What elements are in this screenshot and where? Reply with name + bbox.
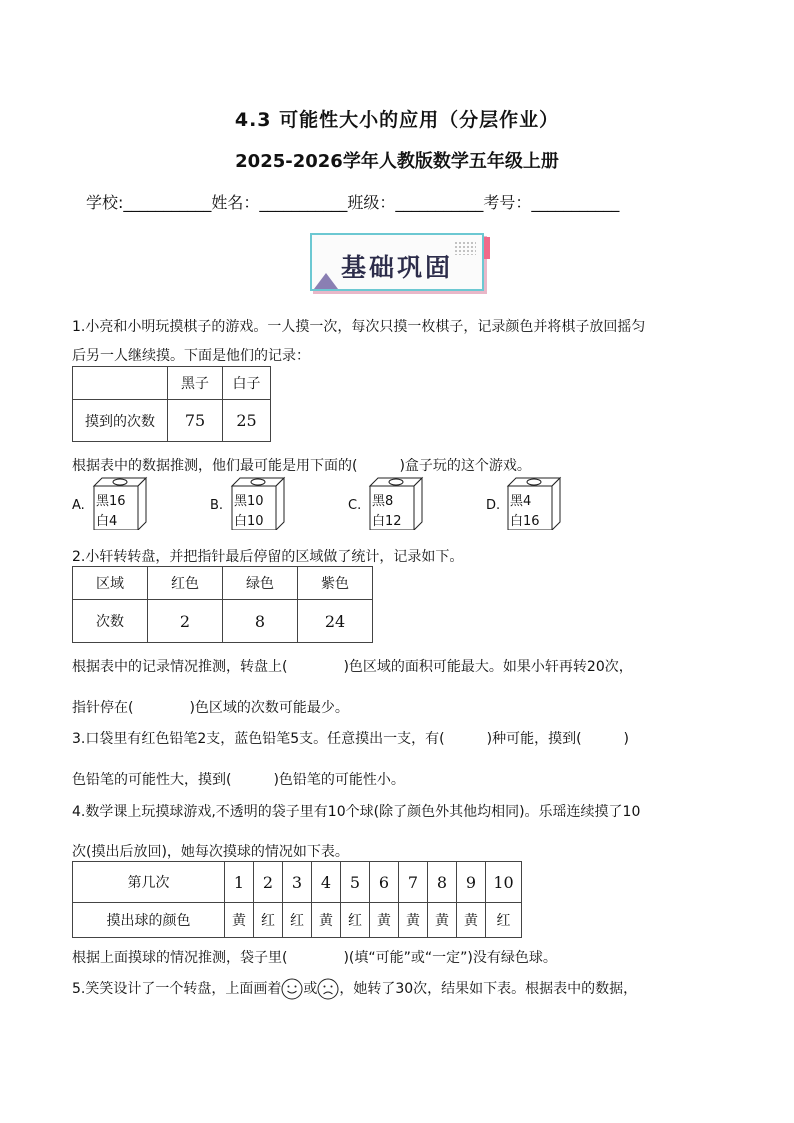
q4-table-trial: 5 — [341, 862, 370, 903]
q4-table-color: 红 — [283, 903, 312, 938]
q1-table-header-white: 白子 — [223, 367, 271, 400]
q1-table-value-black: 75 — [168, 400, 223, 442]
q4-table-color: 黄 — [457, 903, 486, 938]
q1-line1: 1.小亮和小明玩摸棋子的游戏。一人摸一次，每次只摸一枚棋子，记录颜色并将棋子放回摇匀 — [72, 319, 646, 335]
q2-table-value-red: 2 — [148, 600, 223, 643]
q4-table-color: 黄 — [399, 903, 428, 938]
q4-table-color: 黄 — [370, 903, 399, 938]
q1-table-corner — [73, 367, 168, 400]
q1-option-a-white: 白4 — [96, 514, 118, 529]
q4-table-trial: 2 — [254, 862, 283, 903]
q3-line1: 3.口袋里有红色铅笔2支，蓝色铅笔5支。任意摸出一支，有( )种可能，摸到( ) — [72, 731, 630, 747]
q2-table-header-green: 绿色 — [223, 567, 298, 600]
q5-middle: 或 — [303, 981, 318, 997]
q1-option-c-white: 白12 — [372, 514, 402, 529]
q4-table-row2-label: 摸出球的颜色 — [73, 903, 225, 938]
q2-table-header-purple: 紫色 — [298, 567, 373, 600]
smiley-face-icon — [281, 978, 303, 1000]
q4-table-trial: 8 — [428, 862, 457, 903]
q4-line2: 次(摸出后放回)，她每次摸球的情况如下表。 — [72, 844, 349, 860]
q2-table-value-green: 8 — [223, 600, 298, 643]
q2-table — [72, 566, 373, 643]
q2-table-row-label: 次数 — [73, 600, 148, 643]
q4-table-trial: 4 — [312, 862, 341, 903]
q4-table-color: 黄 — [312, 903, 341, 938]
q4-table-color: 红 — [341, 903, 370, 938]
q4-table-trial: 10 — [486, 862, 522, 903]
q5-suffix: ，她转了30次，结果如下表。根据表中的数据， — [339, 981, 638, 997]
q4-table-trial: 9 — [457, 862, 486, 903]
student-info-line: 学校:___________姓名：___________班级：___________考号：___________ — [86, 193, 620, 212]
q4-table-color: 红 — [486, 903, 522, 938]
q4-table-trial: 3 — [283, 862, 312, 903]
banner-text: 基础巩固 — [340, 253, 453, 282]
q1-question: 根据表中的数据推测，他们最可能是用下面的( )盒子玩的这个游戏。 — [72, 458, 531, 474]
q4-table-color: 黄 — [428, 903, 457, 938]
q5-prefix: 5.笑笑设计了一个转盘，上面画着 — [72, 981, 282, 997]
q1-option-d-label: D. — [486, 498, 501, 513]
q4-table-color: 红 — [254, 903, 283, 938]
worksheet-title: 4.3 可能性大小的应用（分层作业） — [234, 109, 560, 131]
q3-line2: 色铅笔的可能性大，摸到( )色铅笔的可能性小。 — [72, 772, 405, 788]
banner-accent-bar — [484, 237, 490, 259]
q4-table-color: 黄 — [225, 903, 254, 938]
q1-option-d-black: 黑4 — [510, 494, 532, 509]
q4-table-trial: 7 — [399, 862, 428, 903]
q4-line3: 根据上面摸球的情况推测，袋子里( )(填“可能”或“一定”)没有绿色球。 — [72, 950, 557, 966]
q2-line3: 指针停在( )色区域的次数可能最少。 — [72, 700, 349, 716]
q1-option-c-label: C. — [348, 498, 362, 513]
sad-face-icon — [317, 978, 339, 1000]
q2-line1: 2.小轩转转盘，并把指针最后停留的区域做了统计，记录如下。 — [72, 549, 464, 565]
q4-table-trial: 6 — [370, 862, 399, 903]
section-banner — [310, 233, 484, 291]
q1-table-row-label: 摸到的次数 — [73, 400, 168, 442]
q1-table-value-white: 25 — [223, 400, 271, 442]
q1-option-b-black: 黑10 — [234, 494, 264, 509]
q2-line2: 根据表中的记录情况推测，转盘上( )色区域的面积可能最大。如果小轩再转20次， — [72, 659, 633, 675]
q2-table-header-red: 红色 — [148, 567, 223, 600]
q1-table-header-black: 黑子 — [168, 367, 223, 400]
q1-option-a-black: 黑16 — [96, 494, 126, 509]
q5-line1 — [72, 978, 637, 1000]
q4-table-trial: 1 — [225, 862, 254, 903]
q1-table — [72, 366, 271, 442]
q2-table-header-region: 区域 — [73, 567, 148, 600]
q1-option-c-black: 黑8 — [372, 494, 394, 509]
q1-line2: 后另一人继续摸。下面是他们的记录： — [72, 348, 310, 364]
q1-option-d-white: 白16 — [510, 514, 540, 529]
q1-option-b-white: 白10 — [234, 514, 264, 529]
q1-option-a-label: A. — [72, 498, 85, 513]
q4-table-row1-label: 第几次 — [73, 862, 225, 903]
worksheet-subtitle: 2025-2026学年人教版数学五年级上册 — [235, 151, 559, 172]
q4-line1: 4.数学课上玩摸球游戏,不透明的袋子里有10个球(除了颜色外其他均相同)。乐瑶连续摸了10 — [72, 804, 641, 820]
q2-table-value-purple: 24 — [298, 600, 373, 643]
q1-option-b-label: B. — [210, 498, 224, 513]
q4-table — [72, 861, 522, 938]
